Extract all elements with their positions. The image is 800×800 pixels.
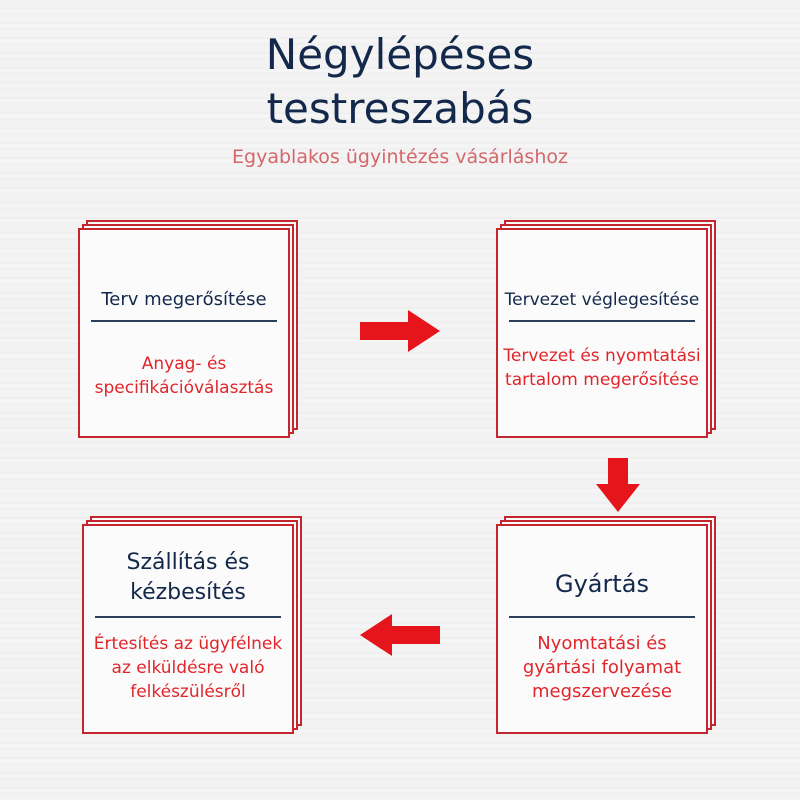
step-card-design-confirmation: [78, 220, 294, 434]
step-description: Anyag- és specifikációválasztás: [94, 354, 274, 398]
arrow-right-icon: [360, 310, 442, 352]
divider: [509, 320, 695, 322]
divider: [509, 616, 695, 618]
step-title: Szállítás és kézbesítés: [126, 550, 250, 605]
divider: [91, 320, 277, 322]
step-description: Tervezet és nyomtatási tartalom megerősítése: [503, 346, 701, 390]
step-description: Értesítés az ügyfélnek az elküldésre való felkészülésről: [93, 634, 283, 702]
step-card-shipping-delivery: [82, 516, 298, 730]
arrow-left-icon: [360, 614, 442, 656]
divider: [95, 616, 281, 618]
title-line-1: Négylépéses: [265, 30, 535, 79]
step-title: Tervezet véglegesítése: [504, 290, 700, 310]
step-card-draft-finalization: [496, 220, 712, 434]
title-line-2: testreszabás: [266, 84, 534, 133]
step-card-production: [496, 516, 712, 730]
page-title: [0, 28, 800, 136]
step-description: Nyomtatási és gyártási folyamat megszervezése: [522, 633, 682, 702]
step-title: Terv megerősítése: [101, 289, 267, 310]
arrow-down-icon: [596, 458, 640, 514]
step-title: Gyártás: [555, 570, 649, 598]
page-subtitle: Egyablakos ügyintézés vásárláshoz: [232, 146, 568, 168]
